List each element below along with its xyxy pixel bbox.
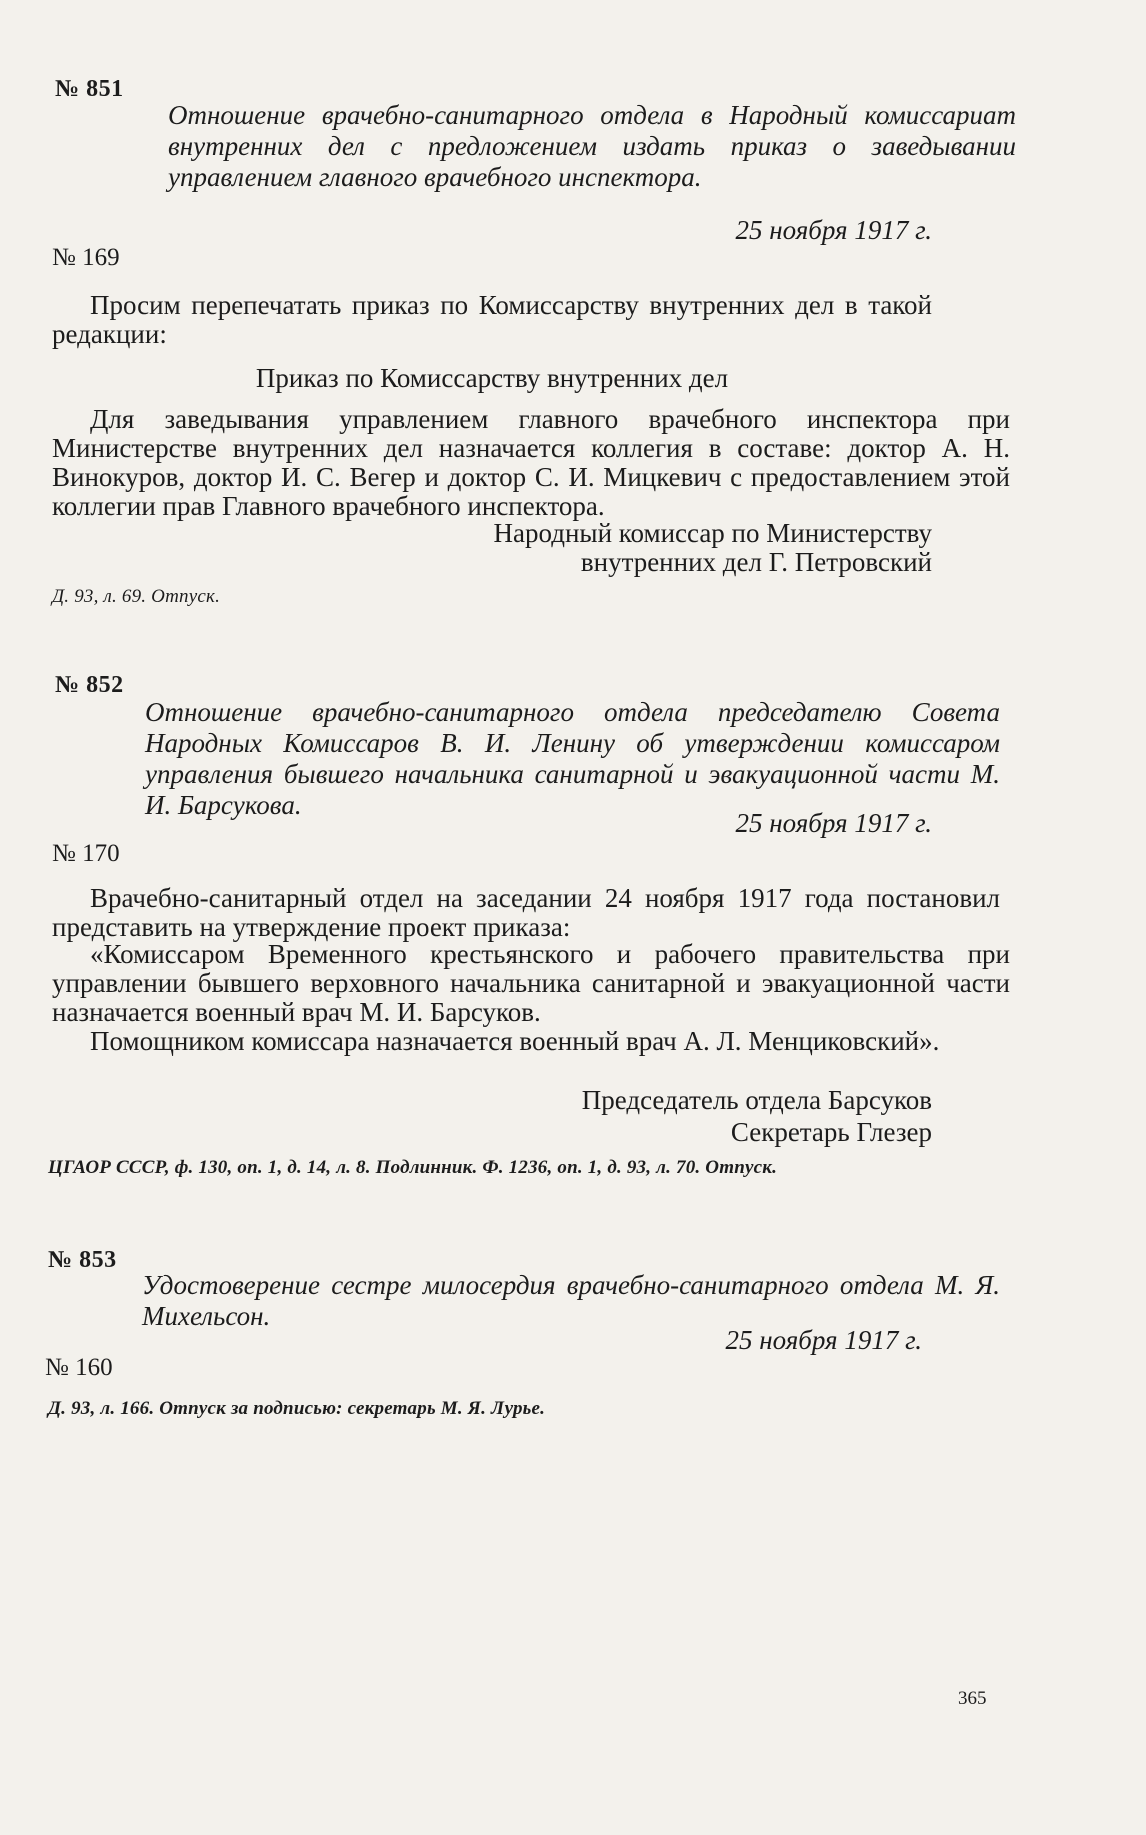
doc-851-title: Отношение врачебно-санитарного отдела в Народный комиссариат внутренних дел с предложением издать приказ о заведывании управлением главного врачебного инспектора. xyxy=(168,100,1016,192)
doc-851-signature-line1: Народный комиссар по Министерству xyxy=(493,518,932,548)
doc-851-order-text: Для заведывания управлением главного врачебного инспектора при Министерстве внутренних дел назначается коллегия в составе: доктор А. Н. Винокуров, доктор И. С. Вегер и доктор С. И. Мицкевич с предоставлением этой коллегии прав Главного врачебного инспектора. xyxy=(52,404,1010,521)
doc-851-reg-number: № 169 xyxy=(52,244,120,271)
doc-851-number: № 851 xyxy=(55,76,124,102)
doc-853-reg-number: № 160 xyxy=(45,1354,113,1381)
doc-852-source: ЦГАОР СССР, ф. 130, оп. 1, д. 14, л. 8. Подлинник. Ф. 1236, оп. 1, д. 93, л. 70. Отпуск. xyxy=(48,1157,778,1178)
doc-851-signature-line2: внутренних дел Г. Петровский xyxy=(580,547,932,577)
doc-852-para2: «Комиссаром Временного крестьянского и рабочего правительства при управлении бывшего верховного начальника санитарной и эвакуационной части назначается военный врач М. И. Барсуков. xyxy=(52,939,1010,1027)
doc-851-date: 25 ноября 1917 г. xyxy=(735,215,932,245)
doc-852-para1: Врачебно-санитарный отдел на заседании 24 ноября 1917 года постановил представить на утверждение проект приказа: xyxy=(52,883,1000,942)
doc-851-intro: Просим перепечатать приказ по Комиссарству внутренних дел в такой редакции: xyxy=(52,290,932,349)
doc-852-reg-number: № 170 xyxy=(52,840,120,867)
doc-852-title: Отношение врачебно-санитарного отдела председателю Совета Народных Комиссаров В. И. Ленину об утверждении комиссаром управления бывшего начальника санитарной и эвакуационной части М. И. Барсукова. xyxy=(145,697,1000,820)
doc-852-signature-line2: Секретарь Глезер xyxy=(730,1117,932,1147)
doc-853-title: Удостоверение сестре милосердия врачебно-санитарного отдела М. Я. Михельсон. xyxy=(142,1270,1000,1331)
doc-852-date: 25 ноября 1917 г. xyxy=(735,808,932,838)
doc-851-source: Д. 93, л. 69. Отпуск. xyxy=(52,586,221,607)
doc-851-order-heading: Приказ по Комиссарству внутренних дел xyxy=(255,363,729,393)
doc-853-date: 25 ноября 1917 г. xyxy=(725,1325,922,1355)
doc-853-number: № 853 xyxy=(48,1247,117,1273)
doc-852-para3: Помощником комиссара назначается военный врач А. Л. Менциковский». xyxy=(90,1026,940,1056)
doc-852-signature-line1: Председатель отдела Барсуков xyxy=(581,1085,932,1115)
doc-853-source: Д. 93, л. 166. Отпуск за подписью: секретарь М. Я. Лурье. xyxy=(48,1398,546,1419)
page-number: 365 xyxy=(958,1688,987,1709)
doc-852-number: № 852 xyxy=(55,672,124,698)
